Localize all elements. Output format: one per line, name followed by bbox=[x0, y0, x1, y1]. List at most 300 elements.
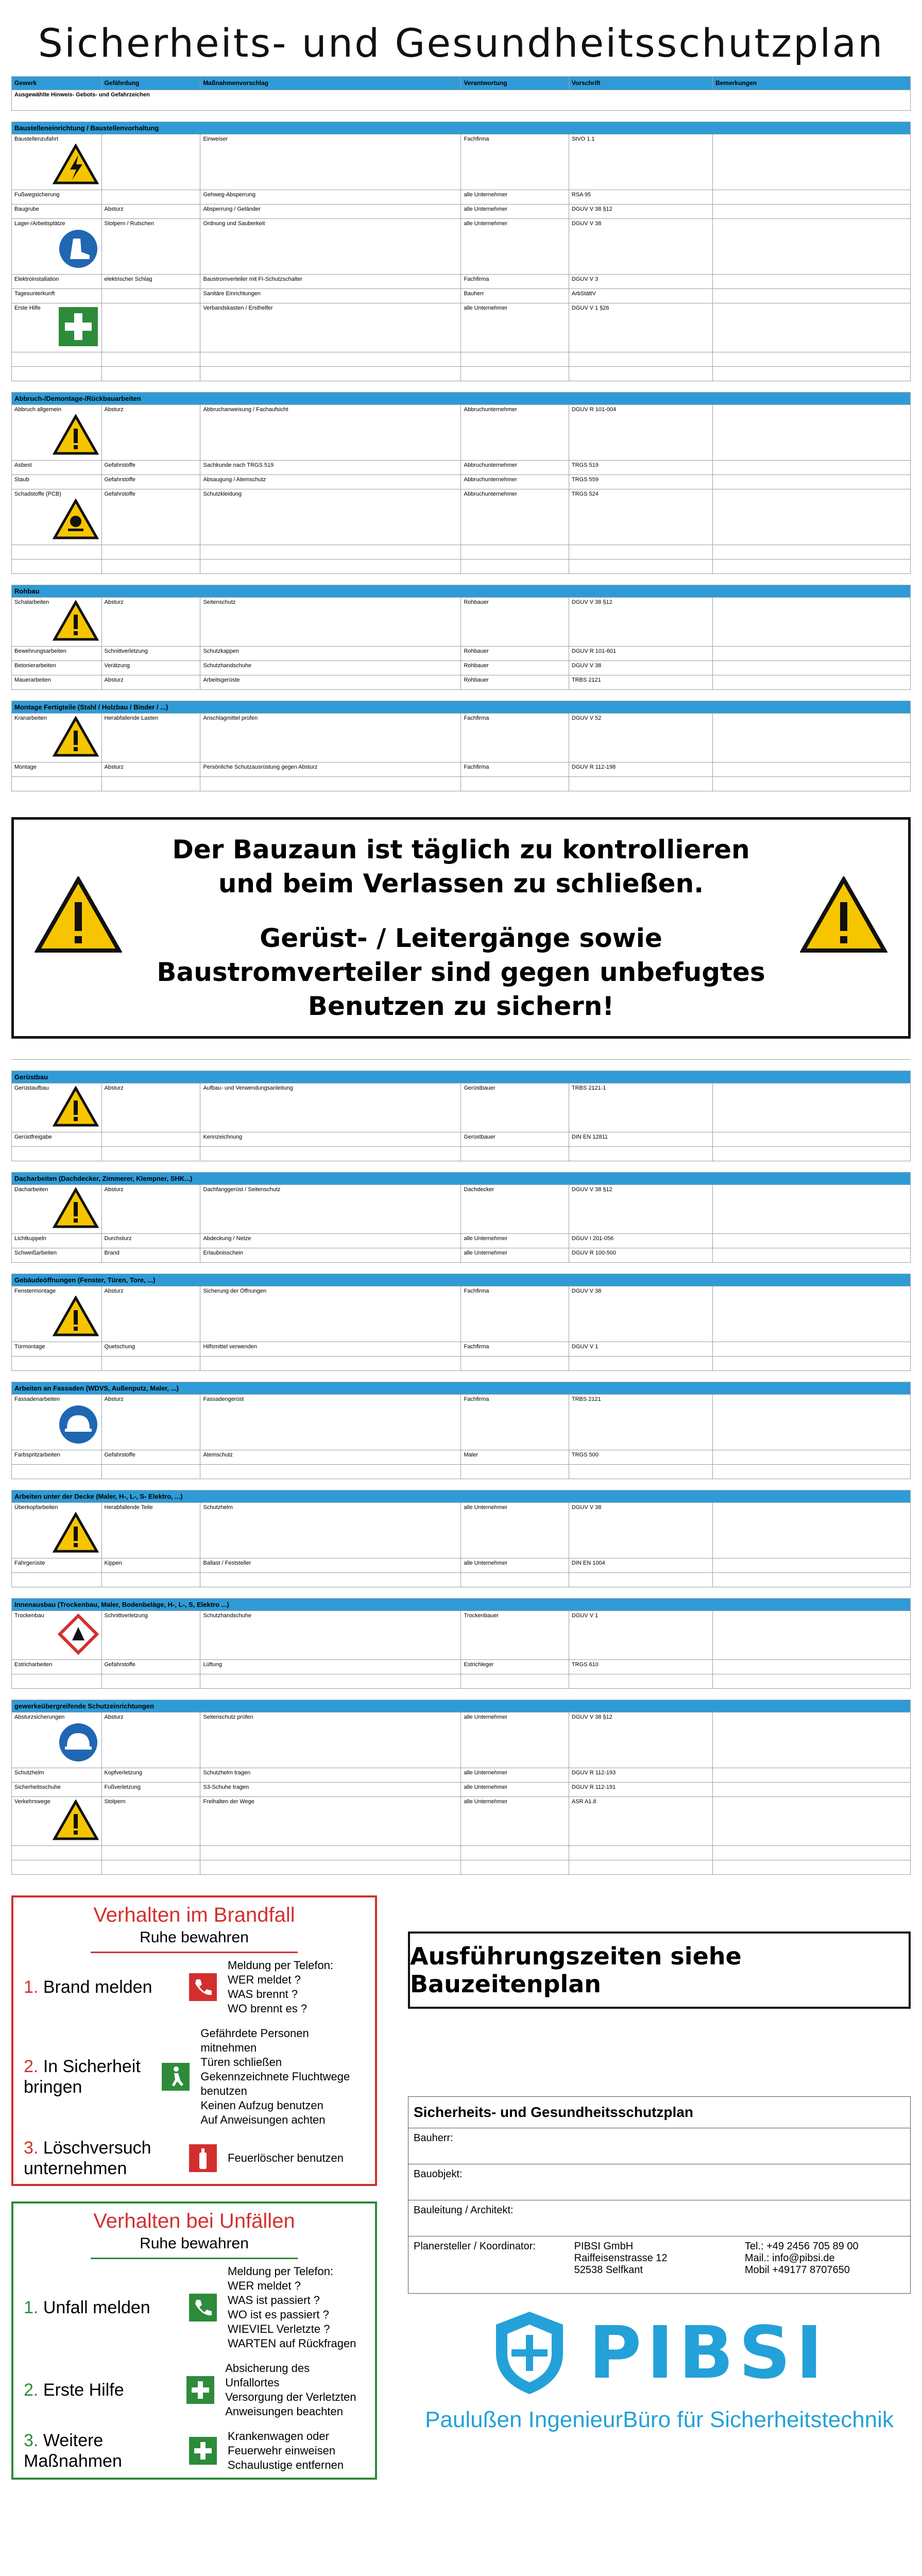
table-cell bbox=[569, 1846, 712, 1860]
table-cell bbox=[12, 1465, 102, 1479]
col-gefaehrdung: Gefährdung bbox=[101, 77, 200, 90]
gap-cell bbox=[12, 1689, 911, 1700]
section-header bbox=[12, 1274, 911, 1286]
table-cell bbox=[569, 1147, 712, 1161]
table-cell: Durchsturz bbox=[101, 1234, 200, 1248]
table-cell bbox=[12, 1147, 102, 1161]
table-cell: alle Unternehmer bbox=[461, 1783, 569, 1797]
table-cell bbox=[713, 1342, 911, 1357]
table-cell bbox=[713, 762, 911, 777]
step-detail-line: WAS brennt ? bbox=[228, 1988, 298, 2001]
helmet-icon bbox=[58, 1722, 99, 1765]
page-title: Sicherheits- und Gesundheitsschutzplan bbox=[38, 20, 884, 66]
gap-cell bbox=[12, 1060, 911, 1071]
table-cell bbox=[569, 1465, 712, 1479]
table-cell: Verätzung bbox=[101, 661, 200, 675]
fire-panel bbox=[11, 1895, 377, 2186]
table-cell bbox=[200, 1860, 461, 1875]
section-title: Gerüstbau bbox=[12, 1071, 911, 1083]
table-cell bbox=[713, 1248, 911, 1263]
table-cell: DIN EN 1004 bbox=[569, 1558, 712, 1573]
table-row bbox=[12, 762, 911, 777]
table-cell: Absturz bbox=[101, 1083, 200, 1132]
table-cell bbox=[200, 1147, 461, 1161]
step-details bbox=[200, 2026, 365, 2127]
fire-subtitle: Ruhe bewahren bbox=[91, 1927, 298, 1953]
col-massnahme: Maßnahmenvorschlag bbox=[200, 77, 461, 90]
table-cell: Absturz bbox=[101, 1286, 200, 1342]
table-cell: TRGS 559 bbox=[569, 475, 712, 489]
warning-icon bbox=[53, 716, 99, 759]
table-cell: Absperrung / Geländer bbox=[200, 205, 461, 219]
table-row bbox=[12, 1286, 911, 1342]
table-cell: Lüftung bbox=[200, 1660, 461, 1674]
table-cell: DGUV V 38 §12 bbox=[569, 1713, 712, 1768]
table-cell: DGUV V 38 §12 bbox=[569, 598, 712, 647]
notice-line: Der Bauzaun ist täglich zu kontrollieren bbox=[172, 835, 750, 865]
table-cell bbox=[200, 777, 461, 791]
table-row bbox=[12, 219, 911, 275]
step-label bbox=[24, 2056, 151, 2097]
safety-boot-icon bbox=[58, 228, 99, 272]
table-cell: S3-Schuhe tragen bbox=[200, 1783, 461, 1797]
section-gap bbox=[12, 574, 911, 585]
table-cell: Mauerarbeiten bbox=[12, 675, 102, 690]
exit-icon bbox=[161, 2062, 190, 2091]
table-row bbox=[12, 1450, 911, 1465]
table-cell: Fenstermontage bbox=[12, 1286, 102, 1342]
table-cell: DGUV V 52 bbox=[569, 714, 712, 762]
table-cell: Fassadenarbeiten bbox=[12, 1395, 102, 1450]
gap-cell bbox=[12, 1479, 911, 1490]
table-cell: DGUV V 1 §26 bbox=[569, 303, 712, 352]
toxic-hazard-icon bbox=[53, 499, 99, 542]
table-cell bbox=[713, 489, 911, 545]
helmet-icon bbox=[58, 1404, 99, 1447]
table-cell: Fußverletzung bbox=[101, 1783, 200, 1797]
warning-icon bbox=[53, 1800, 99, 1843]
step-text: Weitere Maßnahmen bbox=[24, 2431, 122, 2471]
table-cell bbox=[713, 1860, 911, 1875]
step-details bbox=[228, 2429, 344, 2472]
table-cell bbox=[200, 367, 461, 381]
table-cell: Verbandskasten / Ersthelfer bbox=[200, 303, 461, 352]
table-row bbox=[12, 777, 911, 791]
table-cell bbox=[569, 1674, 712, 1689]
table-cell bbox=[569, 367, 712, 381]
table-cell: Schadstoffe (PCB) bbox=[12, 489, 102, 545]
table-cell: DGUV V 1 bbox=[569, 1611, 712, 1660]
table-cell: Ballast / Feststeller bbox=[200, 1558, 461, 1573]
step-detail-line: WARTEN auf Rückfragen bbox=[228, 2337, 356, 2350]
table-cell: Schutzhelm bbox=[200, 1503, 461, 1558]
table-cell: Sicherung der Öffnungen bbox=[200, 1286, 461, 1342]
table-cell: Fachfirma bbox=[461, 134, 569, 190]
table-row bbox=[12, 1357, 911, 1371]
table-row bbox=[12, 489, 911, 545]
step-text: Löschversuch unternehmen bbox=[24, 2138, 151, 2178]
table-cell bbox=[713, 1503, 911, 1558]
table-row bbox=[12, 1395, 911, 1450]
table-cell bbox=[12, 560, 102, 574]
table-cell: DGUV V 38 bbox=[569, 661, 712, 675]
table-cell: Absturz bbox=[101, 1395, 200, 1450]
section-header bbox=[12, 122, 911, 134]
emergency-step bbox=[13, 2356, 375, 2424]
table-cell: Abbruchunternehmer bbox=[461, 489, 569, 545]
table-cell: Türmontage bbox=[12, 1342, 102, 1357]
table-cell: Fachfirma bbox=[461, 1395, 569, 1450]
table-cell: Kippen bbox=[101, 1558, 200, 1573]
table-cell: Rohbauer bbox=[461, 598, 569, 647]
table-cell bbox=[713, 352, 911, 367]
table-cell: Absturz bbox=[101, 1713, 200, 1768]
table-cell: Schutzkleidung bbox=[200, 489, 461, 545]
company-name: PIBSI GmbH bbox=[574, 2241, 634, 2252]
col-vorschrift: Vorschrift bbox=[569, 77, 712, 90]
table-cell: Fachfirma bbox=[461, 762, 569, 777]
table-cell: Schutzkappen bbox=[200, 647, 461, 661]
step-detail-line: Auf Anweisungen achten bbox=[200, 2113, 326, 2126]
table-cell: Erste Hilfe bbox=[12, 303, 102, 352]
table-cell bbox=[569, 352, 712, 367]
table-cell: Farbspritzarbeiten bbox=[12, 1450, 102, 1465]
table-cell bbox=[713, 1450, 911, 1465]
table-cell: Einweiser bbox=[200, 134, 461, 190]
table-cell: Absturz bbox=[101, 205, 200, 219]
table-row bbox=[12, 475, 911, 489]
table-cell bbox=[569, 1860, 712, 1875]
step-detail-line: WO ist es passiert ? bbox=[228, 2308, 329, 2321]
table-cell: Elektroinstallation bbox=[12, 275, 102, 289]
table-cell: Abbruchanweisung / Fachaufsicht bbox=[200, 405, 461, 461]
table-cell bbox=[101, 545, 200, 560]
table-cell bbox=[461, 560, 569, 574]
table-row bbox=[12, 1083, 911, 1132]
gap-cell bbox=[12, 1371, 911, 1382]
table-cell: Absturz bbox=[101, 675, 200, 690]
step-details bbox=[225, 2361, 365, 2419]
section-header bbox=[12, 393, 911, 405]
section-title: Montage Fertigteile (Stahl / Holzbau / Binder / ...) bbox=[12, 701, 911, 714]
table-cell: Betonierarbeiten bbox=[12, 661, 102, 675]
table-cell bbox=[713, 475, 911, 489]
warning-icon bbox=[53, 1086, 99, 1129]
gap-cell bbox=[12, 381, 911, 393]
step-detail-line: Meldung per Telefon: bbox=[228, 1959, 334, 1972]
warning-icon bbox=[53, 1512, 99, 1555]
table-cell: Absturz bbox=[101, 1185, 200, 1234]
accident-panel bbox=[11, 2201, 377, 2480]
table-cell: Schutzhelm bbox=[12, 1768, 102, 1783]
table-cell: Gefahrstoffe bbox=[101, 461, 200, 475]
table-cell: DGUV R 112-191 bbox=[569, 1783, 712, 1797]
table-cell bbox=[713, 675, 911, 690]
step-details bbox=[228, 2264, 356, 2351]
step-text: In Sicherheit bringen bbox=[24, 2057, 141, 2097]
emergency-step bbox=[13, 2424, 375, 2478]
step-label bbox=[24, 2430, 178, 2471]
table-cell bbox=[101, 1674, 200, 1689]
table-cell: DGUV R 112-193 bbox=[569, 1768, 712, 1783]
step-detail-line: Schaulustige entfernen bbox=[228, 2459, 344, 2471]
subheader-row bbox=[12, 90, 911, 111]
table-cell bbox=[461, 1147, 569, 1161]
table-row bbox=[12, 205, 911, 219]
table-cell bbox=[713, 1573, 911, 1587]
section-title: gewerkeübergreifende Schutzeinrichtungen bbox=[12, 1700, 911, 1713]
section-header bbox=[12, 1490, 911, 1503]
table-row bbox=[12, 1674, 911, 1689]
table-cell: Anschlagmittel prüfen bbox=[200, 714, 461, 762]
bauherr-label: Bauherr: bbox=[414, 2132, 453, 2144]
table-cell: TRGS 519 bbox=[569, 461, 712, 475]
notice-line: Benutzen zu sichern! bbox=[308, 991, 614, 1021]
table-cell: Gehweg-Absperrung bbox=[200, 190, 461, 205]
table-cell bbox=[101, 352, 200, 367]
section-header bbox=[12, 701, 911, 714]
step-detail-line: Meldung per Telefon: bbox=[228, 2265, 334, 2278]
table-cell: DGUV V 38 §12 bbox=[569, 1185, 712, 1234]
table-cell: alle Unternehmer bbox=[461, 303, 569, 352]
col-verantwortung: Verantwortung bbox=[461, 77, 569, 90]
signature-title: Sicherheits- und Gesundheitsschutzplan bbox=[414, 2104, 693, 2120]
table-cell: DGUV V 38 bbox=[569, 219, 712, 275]
table-row bbox=[12, 303, 911, 352]
table-row bbox=[12, 461, 911, 475]
table-cell: Absturz bbox=[101, 405, 200, 461]
bauleitung-label: Bauleitung / Architekt: bbox=[414, 2205, 514, 2216]
table-cell bbox=[713, 367, 911, 381]
table-cell: Tagesunterkunft bbox=[12, 289, 102, 303]
table-cell: TRGS 610 bbox=[569, 1660, 712, 1674]
table-cell bbox=[12, 1674, 102, 1689]
table-cell bbox=[713, 461, 911, 475]
table-cell: Quetschung bbox=[101, 1342, 200, 1357]
table-row bbox=[12, 405, 911, 461]
notice-line: Gerüst- / Leitergänge sowie bbox=[260, 923, 662, 953]
table-cell: Abdeckung / Netze bbox=[200, 1234, 461, 1248]
table-cell bbox=[713, 190, 911, 205]
table-cell: Überkopfarbeiten bbox=[12, 1503, 102, 1558]
gap-cell bbox=[12, 1161, 911, 1173]
table-cell: Fassadengerüst bbox=[200, 1395, 461, 1450]
table-cell: Maler bbox=[461, 1450, 569, 1465]
step-detail-line: Absicherung des Unfallortes bbox=[225, 2362, 310, 2389]
step-label bbox=[24, 2297, 178, 2318]
gap-cell bbox=[12, 690, 911, 701]
table-cell bbox=[101, 367, 200, 381]
table-cell: Lichtkuppeln bbox=[12, 1234, 102, 1248]
table-cell bbox=[101, 1147, 200, 1161]
table-row bbox=[12, 1248, 911, 1263]
section-title: Gebäudeöffnungen (Fenster, Türen, Tore, ...) bbox=[12, 1274, 911, 1286]
table-cell bbox=[101, 1132, 200, 1147]
table-cell: alle Unternehmer bbox=[461, 1558, 569, 1573]
table-cell: Dacharbeiten bbox=[12, 1185, 102, 1234]
table-cell: ASR A1.8 bbox=[569, 1797, 712, 1846]
emergency-step bbox=[13, 2132, 375, 2184]
section-title: Innenausbau (Trockenbau, Maler, Bodenbeläge, H-, L-, S, Elektro ...) bbox=[12, 1599, 911, 1611]
table-cell: Fachfirma bbox=[461, 1286, 569, 1342]
table-cell: DGUV V 3 bbox=[569, 275, 712, 289]
table-row bbox=[12, 1132, 911, 1147]
section-title: Dacharbeiten (Dachdecker, Zimmerer, Klempner, SHK...) bbox=[12, 1173, 911, 1185]
warning-icon bbox=[800, 876, 887, 956]
section-title: Rohbau bbox=[12, 585, 911, 598]
table-cell: Fahrgerüste bbox=[12, 1558, 102, 1573]
table-cell bbox=[713, 1611, 911, 1660]
table-cell: Kranarbeiten bbox=[12, 714, 102, 762]
brand-slogan: Paulußen IngenieurBüro für Sicherheitstechnik bbox=[425, 2407, 894, 2432]
table-cell bbox=[200, 1674, 461, 1689]
table-cell: Gerüstbauer bbox=[461, 1083, 569, 1132]
electric-hazard-icon bbox=[53, 144, 99, 187]
table-cell: Hilfsmittel verwenden bbox=[200, 1342, 461, 1357]
subheader-text: Ausgewählte Hinweis- Gebots- und Gefahrzeichen bbox=[12, 90, 911, 111]
table-cell: Absaugung / Atemschutz bbox=[200, 475, 461, 489]
table-cell bbox=[101, 190, 200, 205]
table-cell: Atemschutz bbox=[200, 1450, 461, 1465]
table-cell: Absturzsicherungen bbox=[12, 1713, 102, 1768]
warning-icon bbox=[53, 600, 99, 643]
gap-cell bbox=[12, 1263, 911, 1274]
table-cell: Sicherheitsschuhe bbox=[12, 1783, 102, 1797]
table-cell: Gerüstfreigabe bbox=[12, 1132, 102, 1147]
table-row bbox=[12, 1573, 911, 1587]
step-detail-line: Feuerwehr einweisen bbox=[228, 2444, 336, 2457]
table-cell: Absturz bbox=[101, 762, 200, 777]
table-cell bbox=[713, 1083, 911, 1132]
table-row bbox=[12, 1465, 911, 1479]
table-cell: Seitenschutz bbox=[200, 598, 461, 647]
table-cell bbox=[461, 367, 569, 381]
table-cell bbox=[569, 545, 712, 560]
table-cell bbox=[461, 545, 569, 560]
table-cell: Rohbauer bbox=[461, 675, 569, 690]
step-detail-line: Krankenwagen oder bbox=[228, 2430, 329, 2443]
table-cell bbox=[713, 1286, 911, 1342]
table-cell: Dachfanggerüst / Seitenschutz bbox=[200, 1185, 461, 1234]
table-row bbox=[12, 1797, 911, 1846]
table-cell bbox=[200, 560, 461, 574]
section-title: Arbeiten an Fassaden (WDVS, Außenputz, Maler, ...) bbox=[12, 1382, 911, 1395]
table-cell bbox=[713, 219, 911, 275]
table-cell bbox=[713, 777, 911, 791]
table-cell bbox=[12, 1846, 102, 1860]
step-text: Erste Hilfe bbox=[43, 2380, 124, 2400]
table-row bbox=[12, 1846, 911, 1860]
step-number: 1. bbox=[24, 2298, 39, 2317]
bottom-block bbox=[11, 1895, 911, 2495]
table-cell: Schutzhandschuhe bbox=[200, 661, 461, 675]
table-row bbox=[12, 275, 911, 289]
table-cell: Estrichleger bbox=[461, 1660, 569, 1674]
table-row bbox=[12, 289, 911, 303]
table-cell bbox=[713, 560, 911, 574]
gap-cell bbox=[12, 111, 911, 122]
table-cell bbox=[461, 1860, 569, 1875]
table-cell bbox=[12, 1357, 102, 1371]
table-cell: DGUV V 38 bbox=[569, 1286, 712, 1342]
table-row bbox=[12, 714, 911, 762]
table-cell: Seitenschutz prüfen bbox=[200, 1713, 461, 1768]
table-cell bbox=[12, 777, 102, 791]
table-cell: Montage bbox=[12, 762, 102, 777]
table-cell bbox=[713, 1797, 911, 1846]
step-text: Unfall melden bbox=[43, 2298, 150, 2317]
table-row bbox=[12, 560, 911, 574]
brand-block bbox=[408, 2294, 911, 2443]
table-cell bbox=[101, 1465, 200, 1479]
table-cell bbox=[569, 1573, 712, 1587]
table-cell bbox=[713, 1234, 911, 1248]
table-cell: Ordnung und Sauberkeit bbox=[200, 219, 461, 275]
table-cell: RSA 95 bbox=[569, 190, 712, 205]
warning-icon bbox=[53, 1296, 99, 1339]
hazard-table-2 bbox=[11, 1059, 911, 1875]
step-number: 3. bbox=[24, 2431, 39, 2450]
table-cell: Abbruchunternehmer bbox=[461, 475, 569, 489]
table-cell: alle Unternehmer bbox=[461, 1713, 569, 1768]
table-row bbox=[12, 190, 911, 205]
table-cell bbox=[101, 560, 200, 574]
step-label bbox=[24, 1977, 178, 1997]
table-cell bbox=[713, 205, 911, 219]
table-row bbox=[12, 1234, 911, 1248]
warning-icon bbox=[53, 1188, 99, 1231]
table-cell: Kennzeichnung bbox=[200, 1132, 461, 1147]
section-header bbox=[12, 1599, 911, 1611]
table-cell bbox=[200, 545, 461, 560]
table-cell: TRBS 2121-1 bbox=[569, 1083, 712, 1132]
table-cell: Aufbau- und Verwendungsanleitung bbox=[200, 1083, 461, 1132]
warning-icon bbox=[35, 876, 122, 956]
company-street: Raiffeisenstrasse 12 bbox=[574, 2252, 668, 2264]
table-cell bbox=[101, 1357, 200, 1371]
step-detail-line: WIEVIEL Verletzte ? bbox=[228, 2323, 330, 2335]
table-cell bbox=[713, 1768, 911, 1783]
table-cell bbox=[101, 134, 200, 190]
table-cell bbox=[713, 661, 911, 675]
table-cell bbox=[569, 1357, 712, 1371]
col-gewerk: Gewerk bbox=[12, 77, 102, 90]
table-cell: StVO 1.1 bbox=[569, 134, 712, 190]
table-cell: Baugrube bbox=[12, 205, 102, 219]
table-cell bbox=[713, 545, 911, 560]
table-cell: Abbruchunternehmer bbox=[461, 461, 569, 475]
table-cell bbox=[713, 598, 911, 647]
company-mobil: Mobil +49177 8707650 bbox=[744, 2264, 850, 2276]
table-cell: Gefahrstoffe bbox=[101, 1450, 200, 1465]
step-number: 1. bbox=[24, 1977, 39, 1997]
table-cell: Bewehrungsarbeiten bbox=[12, 647, 102, 661]
table-cell: Rohbauer bbox=[461, 647, 569, 661]
section-header bbox=[12, 1382, 911, 1395]
first-aid-icon bbox=[58, 306, 99, 349]
accident-title: Verhalten bei Unfällen bbox=[93, 2210, 295, 2232]
table-cell bbox=[461, 1573, 569, 1587]
signature-box bbox=[408, 2096, 911, 2294]
table-cell bbox=[713, 303, 911, 352]
table-cell: Fachfirma bbox=[461, 1342, 569, 1357]
table-cell: Herabfallende Teile bbox=[101, 1503, 200, 1558]
table-cell bbox=[461, 1846, 569, 1860]
table-row bbox=[12, 545, 911, 560]
emergency-column bbox=[11, 1895, 377, 2495]
table-cell bbox=[101, 1846, 200, 1860]
section-gap bbox=[12, 690, 911, 701]
